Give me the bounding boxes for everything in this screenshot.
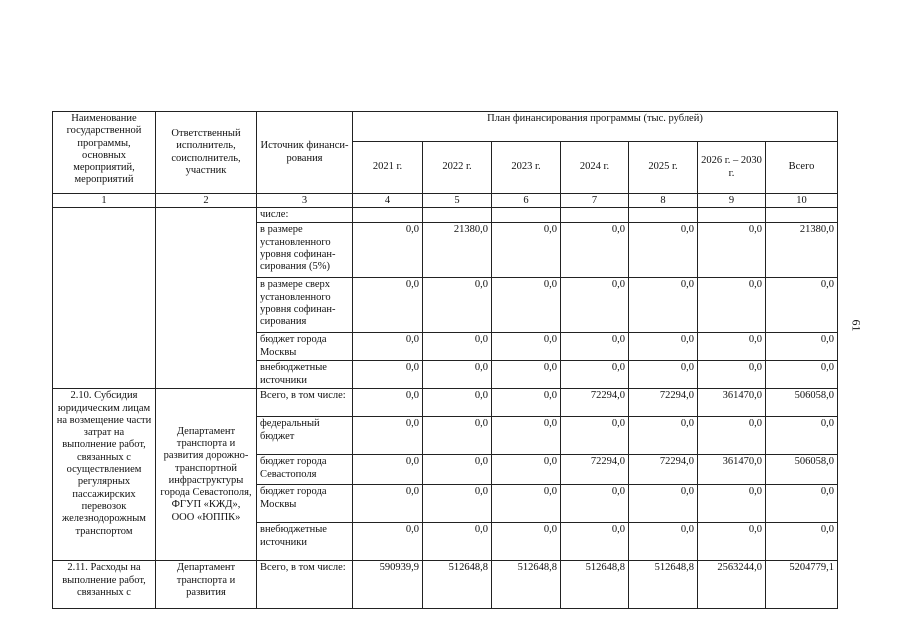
value-cell <box>629 208 698 223</box>
page-number: 61 <box>849 319 864 332</box>
source-cell: Всего, в том числе: <box>257 389 353 417</box>
value-cell: 0,0 <box>353 485 423 523</box>
value-cell: 0,0 <box>423 361 492 389</box>
value-cell: 0,0 <box>423 485 492 523</box>
value-cell: 2563244,0 <box>698 561 766 609</box>
value-cell: 0,0 <box>629 485 698 523</box>
header-executor: Ответственный исполнитель, соисполнитель, участник <box>156 112 257 194</box>
column-number: 9 <box>698 194 766 208</box>
value-cell: 0,0 <box>353 417 423 455</box>
value-cell: 0,0 <box>698 523 766 561</box>
item-name-2-11: 2.11. Расходы на выполнение работ, связанных с <box>53 561 156 609</box>
table-row <box>53 389 838 417</box>
value-cell: 0,0 <box>353 523 423 561</box>
value-cell: 0,0 <box>492 361 561 389</box>
value-cell: 0,0 <box>423 278 492 333</box>
header-year: 2025 г. <box>629 142 698 194</box>
value-cell: 512648,8 <box>492 561 561 609</box>
column-number: 1 <box>53 194 156 208</box>
value-cell: 0,0 <box>698 278 766 333</box>
value-cell: 0,0 <box>629 278 698 333</box>
item-name-2-10: 2.10. Субсидия юридическим лицам на возмещение части затрат на выполнение работ, связанных с осуществлением регулярных пассажирских перевозок железнодорожным транспортом <box>53 389 156 561</box>
value-cell: 0,0 <box>766 278 838 333</box>
source-cell: федеральный бюджет <box>257 417 353 455</box>
item-executor-2-10: Департамент транспорта и развития дорожно-транспортной инфраструктуры города Севастополя, ФГУП «КЖД», ООО «ЮППК» <box>156 389 257 561</box>
value-cell: 0,0 <box>492 417 561 455</box>
value-cell: 0,0 <box>629 223 698 278</box>
value-cell: 512648,8 <box>629 561 698 609</box>
value-cell <box>561 208 629 223</box>
source-cell: Всего, в том числе: <box>257 561 353 609</box>
item-executor-2-11: Департамент транспорта и развития <box>156 561 257 609</box>
value-cell: 0,0 <box>766 485 838 523</box>
value-cell: 0,0 <box>492 278 561 333</box>
value-cell: 0,0 <box>766 333 838 361</box>
value-cell: 506058,0 <box>766 389 838 417</box>
financing-table <box>52 111 838 609</box>
value-cell: 72294,0 <box>561 455 629 485</box>
value-cell <box>353 208 423 223</box>
value-cell: 21380,0 <box>423 223 492 278</box>
value-cell: 0,0 <box>423 389 492 417</box>
column-number: 2 <box>156 194 257 208</box>
value-cell: 0,0 <box>561 333 629 361</box>
value-cell: 0,0 <box>698 417 766 455</box>
source-cell: в размере сверх установленного уровня софинан-сирования <box>257 278 353 333</box>
source-cell: внебюджетные источники <box>257 361 353 389</box>
value-cell: 5204779,1 <box>766 561 838 609</box>
value-cell: 0,0 <box>561 523 629 561</box>
header-plan-title: План финансирования программы (тыс. рублей) <box>353 112 838 142</box>
value-cell: 590939,9 <box>353 561 423 609</box>
header-total: Всего <box>766 142 838 194</box>
value-cell: 0,0 <box>492 333 561 361</box>
value-cell: 512648,8 <box>423 561 492 609</box>
value-cell: 506058,0 <box>766 455 838 485</box>
value-cell: 0,0 <box>353 455 423 485</box>
value-cell <box>698 208 766 223</box>
value-cell <box>423 208 492 223</box>
value-cell: 0,0 <box>353 389 423 417</box>
value-cell: 0,0 <box>423 523 492 561</box>
value-cell: 0,0 <box>629 333 698 361</box>
value-cell: 0,0 <box>561 361 629 389</box>
name-cell-empty <box>53 208 156 389</box>
value-cell: 0,0 <box>698 223 766 278</box>
value-cell: 0,0 <box>492 389 561 417</box>
value-cell: 0,0 <box>698 361 766 389</box>
value-cell: 0,0 <box>353 333 423 361</box>
header-year: 2021 г. <box>353 142 423 194</box>
executor-cell-empty <box>156 208 257 389</box>
value-cell <box>492 208 561 223</box>
column-number: 3 <box>257 194 353 208</box>
value-cell: 0,0 <box>698 333 766 361</box>
column-number: 10 <box>766 194 838 208</box>
value-cell: 0,0 <box>766 417 838 455</box>
source-cell: бюджет города Москвы <box>257 333 353 361</box>
header-year: 2022 г. <box>423 142 492 194</box>
value-cell: 72294,0 <box>629 455 698 485</box>
column-number: 4 <box>353 194 423 208</box>
value-cell: 512648,8 <box>561 561 629 609</box>
value-cell: 0,0 <box>629 523 698 561</box>
value-cell: 0,0 <box>766 523 838 561</box>
value-cell: 0,0 <box>561 485 629 523</box>
value-cell: 0,0 <box>492 455 561 485</box>
value-cell: 0,0 <box>492 223 561 278</box>
header-year: 2024 г. <box>561 142 629 194</box>
value-cell: 0,0 <box>561 223 629 278</box>
table-row <box>53 561 838 609</box>
value-cell: 0,0 <box>629 417 698 455</box>
column-number: 5 <box>423 194 492 208</box>
value-cell: 0,0 <box>766 361 838 389</box>
source-cell: числе: <box>257 208 353 223</box>
value-cell: 0,0 <box>423 333 492 361</box>
value-cell: 72294,0 <box>561 389 629 417</box>
value-cell: 0,0 <box>561 278 629 333</box>
value-cell: 0,0 <box>353 278 423 333</box>
value-cell: 361470,0 <box>698 455 766 485</box>
header-year: 2023 г. <box>492 142 561 194</box>
header-year: 2026 г. – 2030 г. <box>698 142 766 194</box>
value-cell <box>766 208 838 223</box>
value-cell: 0,0 <box>423 455 492 485</box>
header-name: Наименование государственной программы, основных мероприятий, мероприятий <box>53 112 156 194</box>
source-cell: бюджет города Москвы <box>257 485 353 523</box>
value-cell: 0,0 <box>492 485 561 523</box>
value-cell: 0,0 <box>561 417 629 455</box>
value-cell: 21380,0 <box>766 223 838 278</box>
value-cell: 0,0 <box>629 361 698 389</box>
header-source: Источник финанси-рования <box>257 112 353 194</box>
value-cell: 0,0 <box>423 417 492 455</box>
source-cell: внебюджетные источники <box>257 523 353 561</box>
column-number: 6 <box>492 194 561 208</box>
value-cell: 0,0 <box>698 485 766 523</box>
table-body <box>53 208 838 609</box>
value-cell: 72294,0 <box>629 389 698 417</box>
column-number: 7 <box>561 194 629 208</box>
value-cell: 0,0 <box>353 223 423 278</box>
table-row <box>53 208 838 223</box>
source-cell: бюджет города Севастополя <box>257 455 353 485</box>
source-cell: в размере установленного уровня софинан-сирования (5%) <box>257 223 353 278</box>
column-number: 8 <box>629 194 698 208</box>
value-cell: 0,0 <box>492 523 561 561</box>
value-cell: 361470,0 <box>698 389 766 417</box>
value-cell: 0,0 <box>353 361 423 389</box>
